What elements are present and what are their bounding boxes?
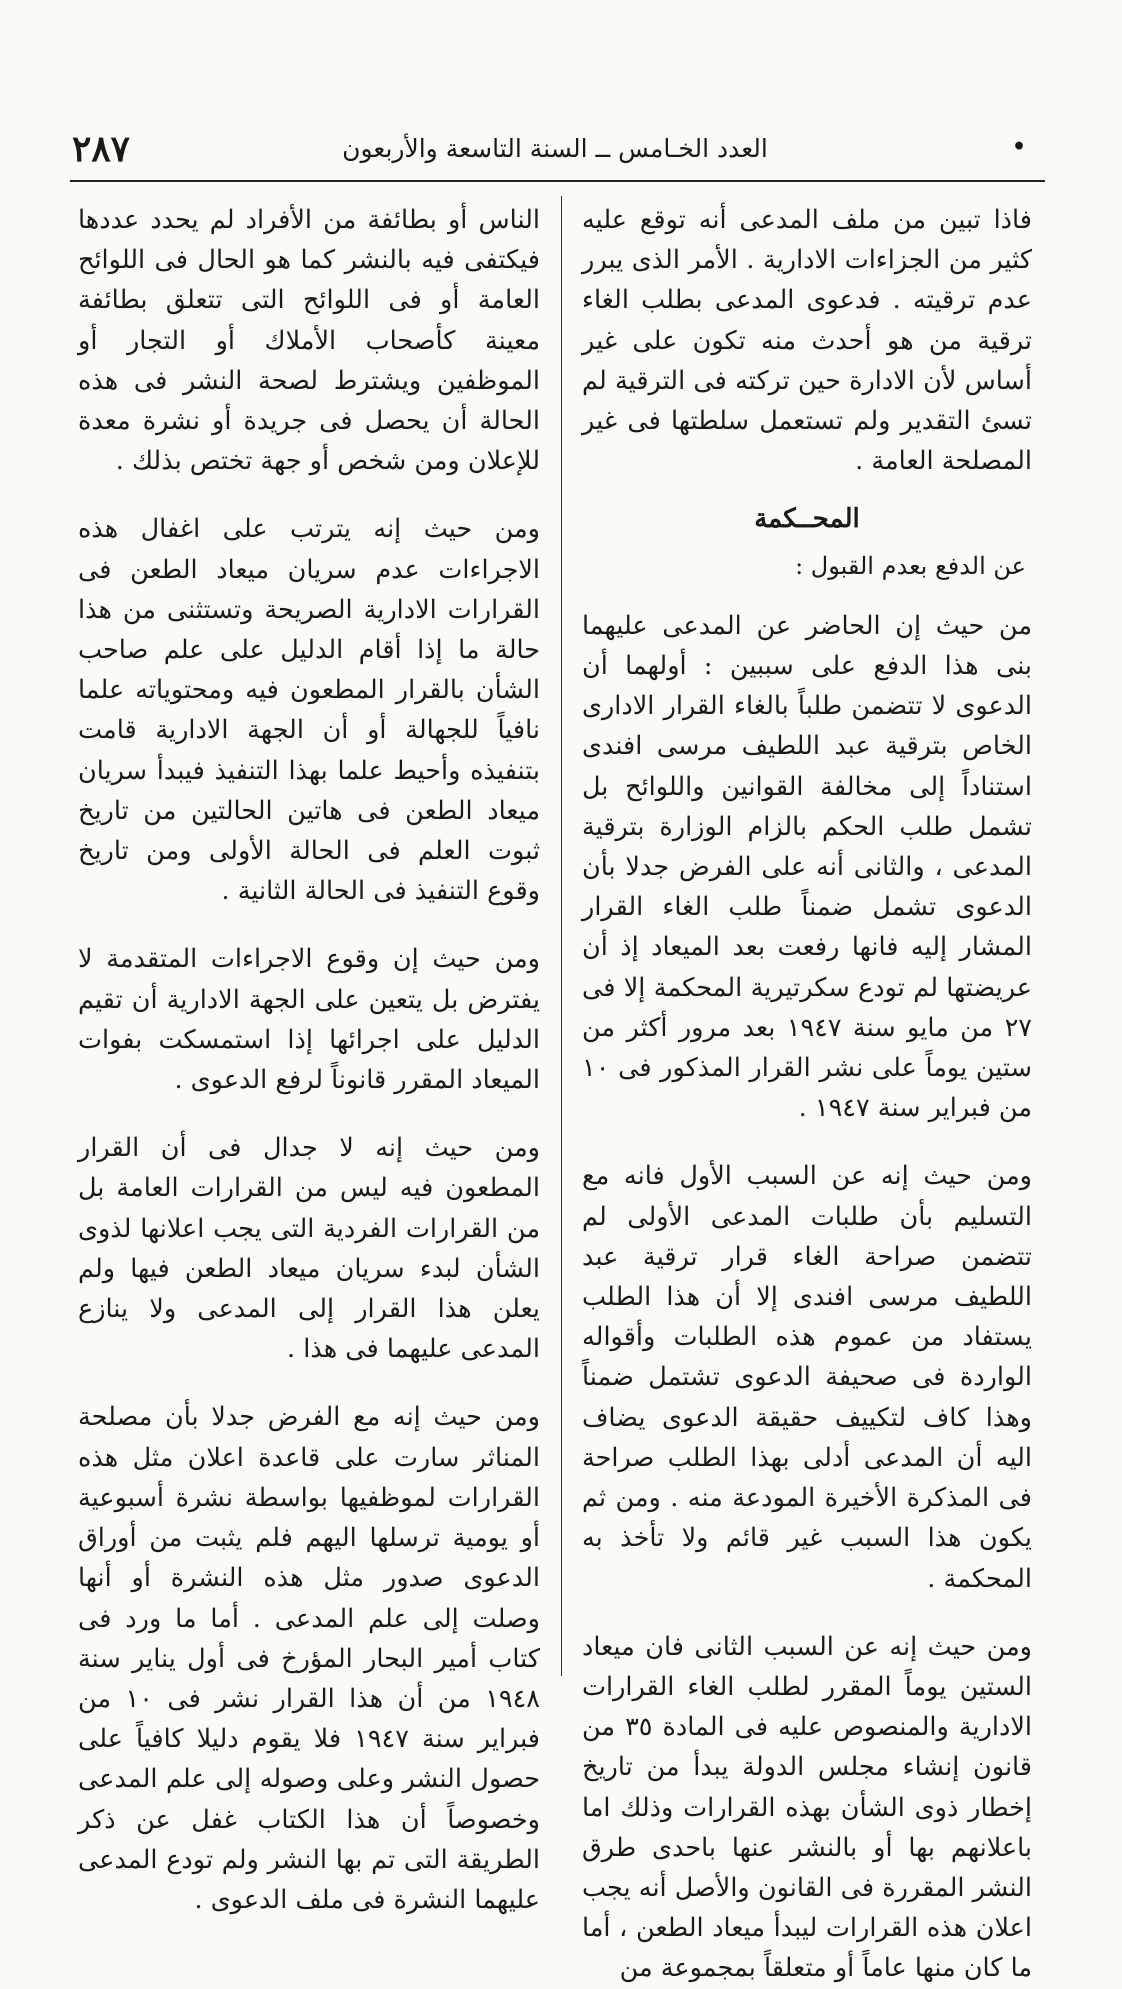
right-column	[582, 200, 1032, 1984]
left-column	[78, 200, 541, 1915]
subheading: عن الدفع بعدم القبول :	[795, 551, 1026, 580]
column-divider	[561, 196, 562, 1676]
header-rule	[70, 180, 1045, 182]
paragraph: من حيث إن الحاضر عن المدعى عليهما بنى هذا الدفع على سببين : أولهما أن الدعوى لا تتضمن طلباً بالغاء القرار الادارى الخاص بترقية عبد اللطيف مرسى افندى استناداً إلى مخالفة القوانين واللوائح بل تشمل طلب الحكم بالزام الوزارة بترقية المدعى ، والثانى أنه على الفرض جدلا بأن الدعوى تشمل ضمناً طلب الغاء القرار المشار إليه فانها رفعت بعد الميعاد إذ أن عريضتها لم تودع سكرتيرية المحكمة إلا فى ٢٧ من مايو سنة ١٩٤٧ بعد مرور أكثر من ستين يوماً على نشر القرار المذكور فى ١٠ من فبراير سنة ١٩٤٧ .	[582, 610, 1032, 1124]
page-number: ٢٨٧	[72, 128, 131, 170]
paragraph: ومن حيث إنه يترتب على اغفال هذه الاجراءات عدم سريان ميعاد الطعن فى القرارات الادارية الصريحة وتستثنى من هذا حالة ما إذا أقام الدليل على علم صاحب الشأن بالقرار المطعون فيه ومحتوياته علما نافياً للجهالة أو أن الجهة الادارية قامت بتنفيذه وأحيط علما بهذا التنفيذ فيبدأ سريان ميعاد الطعن فى هاتين الحالتين من تاريخ ثبوت العلم فى الحالة الأولى ومن تاريخ وقوع التنفيذ فى الحالة الثانية .	[78, 514, 540, 907]
paragraph: ومن حيث إنه لا جدال فى أن القرار المطعون فيه ليس من القرارات العامة بل من القرارات الفردية التى يجب اعلانها لذوى الشأن لبدء سريان ميعاد الطعن فيها ولم يعلن هذا القرار إلى المدعى ولا ينازع المدعى عليهما فى هذا .	[78, 1133, 540, 1365]
paragraph: ومن حيث إنه مع الفرض جدلا بأن مصلحة المناثر سارت على قاعدة اعلان مثل هذه القرارات لموظفيها بواسطة نشرة أسبوعية أو يومية ترسلها اليهم فلم يثبت من أوراق الدعوى صدور مثل هذه النشرة أو أنها وصلت إلى علم المدعى . أما ما ورد فى كتاب أمير البحار المؤرخ فى أول يناير سنة ١٩٤٨ من أن هذا القرار نشر فى ١٠ من فبراير سنة ١٩٤٧ فلا يقوم دليلا كافياً على حصول النشر وعلى وصوله إلى علم المدعى وخصوصاً أن هذا الكتاب غفل عن ذكر الطريقة التى تم بها النشر ولم تودع المدعى عليهما النشرة فى ملف الدعوى .	[78, 1402, 541, 1915]
paragraph: ومن حيث إن وقوع الاجراءات المتقدمة لا يفترض بل يتعين على الجهة الادارية أن تقيم الدليل على اجرائها إذا استمسكت بفوات الميعاد المقرر قانوناً لرفع الدعوى .	[78, 944, 540, 1096]
paragraph: فاذا تبين من ملف المدعى أنه توقع عليه كثير من الجزاءات الادارية . الأمر الذى يبرر عدم ترقيته . فدعوى المدعى بطلب الغاء ترقية من هو أحدث منه تكون على غير أساس لأن الادارة حين تركته فى الترقية لم تسئ التقدير ولم تستعمل سلطتها فى غير المصلحة العامة .	[582, 205, 1032, 477]
paragraph: ومن حيث إنه عن السبب الأول فانه مع التسليم بأن طلبات المدعى الأولى لم تتضمن صراحة الغاء قرار ترقية عبد اللطيف مرسى افندى إلا أن هذا الطلب يستفاد من عموم هذه الطلبات وأقواله الواردة فى صحيفة الدعوى تشتمل ضمناً وهذا كاف لتكييف حقيقة الدعوى يضاف اليه أن المدعى أدلى بهذا الطلب صراحة فى المذكرة الأخيرة المودعة منه . ومن ثم يكون هذا السبب غير قائم ولا تأخذ به المحكمة .	[582, 1161, 1032, 1594]
header-marker: •	[1011, 134, 1026, 160]
paragraph: الناس أو بطائفة من الأفراد لم يحدد عددها فيكتفى فيه بالنشر كما هو الحال فى اللوائح العامة أو فى اللوائح التى تتعلق بطائفة معينة كأصحاب الأملاك أو التجار أو الموظفين ويشترط لصحة النشر فى هذه الحالة أن يحصل فى جريدة أو نشرة معدة للإعلان ومن شخص أو جهة تختص بذلك .	[78, 205, 540, 477]
court-heading: المحــكمة	[754, 504, 860, 535]
running-title: العدد الخـامس ــ السنة التاسعة والأربعون	[342, 134, 768, 163]
page-header	[70, 128, 1040, 178]
paragraph: ومن حيث إنه عن السبب الثانى فان ميعاد الستين يوماً المقرر لطلب الغاء القرارات الادارية والمنصوص عليه فى المادة ٣٥ من قانون إنشاء مجلس الدولة يبدأ من تاريخ إخطار ذوى الشأن بهذه القرارات وذلك اما باعلانهم بها أو بالنشر عنها باحدى طرق النشر المقررة فى القانون والأصل أنه يجب اعلان هذه القرارات ليبدأ ميعاد الطعن ، أما ما كان منها عاماً أو متعلقاً بمجموعة من	[582, 1631, 1032, 1984]
